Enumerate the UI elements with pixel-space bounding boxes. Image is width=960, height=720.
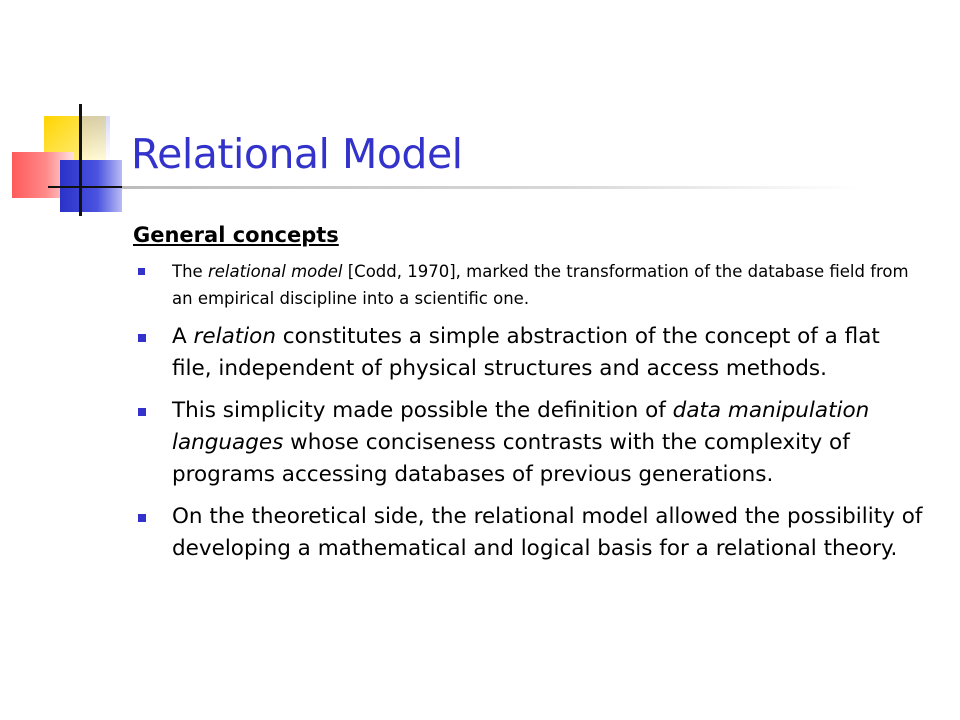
bullet-segment: [Codd, 1970], marked the transformation of the database field from an empirical discipline into a scientific one. bbox=[172, 262, 909, 308]
bullet-item bbox=[135, 395, 925, 491]
logo-blue-fade bbox=[80, 116, 110, 160]
bullet-text bbox=[172, 398, 869, 487]
bullet-segment-italic: relational model bbox=[207, 262, 343, 281]
logo-vertical-line bbox=[79, 104, 82, 216]
bullet-segment: On the theoretical side, the relational model allowed the possibility of developing a mathematical and logical basis for a relational theory. bbox=[172, 504, 923, 561]
bullet-segment: A bbox=[172, 324, 194, 349]
bullet-segment: The bbox=[172, 262, 208, 281]
section-subheading: General concepts bbox=[133, 223, 339, 247]
bullet-item bbox=[135, 501, 925, 565]
decorative-squares-logo bbox=[0, 0, 140, 230]
bullet-segment-italic: data manipulation languages bbox=[172, 398, 870, 455]
bullet-segment: This simplicity made possible the definition of bbox=[172, 398, 673, 423]
bullet-item bbox=[135, 258, 925, 312]
bullet-list bbox=[135, 258, 925, 575]
title-underline-rule bbox=[122, 186, 862, 189]
bullet-text bbox=[172, 324, 880, 381]
bullet-segment: constitutes a simple abstraction of the concept of a flat file, independent of physical structures and access methods. bbox=[172, 324, 880, 381]
bullet-square-icon bbox=[138, 514, 146, 522]
slide-title: Relational Model bbox=[131, 130, 463, 178]
bullet-square-icon bbox=[138, 334, 146, 342]
bullet-text bbox=[172, 504, 922, 561]
bullet-segment-italic: relation bbox=[193, 324, 276, 349]
bullet-square-icon bbox=[138, 408, 146, 416]
bullet-segment: whose conciseness contrasts with the complexity of programs accessing databases of previous generations. bbox=[172, 430, 850, 487]
bullet-square-icon bbox=[138, 268, 145, 275]
bullet-item bbox=[135, 321, 925, 385]
bullet-text bbox=[172, 262, 909, 308]
